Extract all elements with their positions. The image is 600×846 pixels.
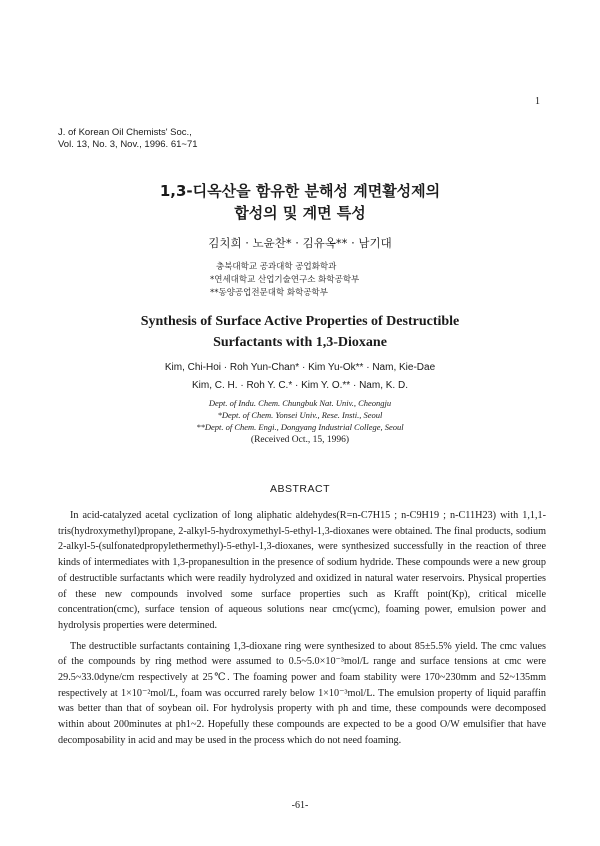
journal-line-1: J. of Korean Oil Chemists' Soc., — [58, 127, 192, 138]
english-affiliations — [0, 397, 600, 433]
english-affiliation-1: Dept. of Indu. Chem. Chungbuk Nat. Univ., Cheongju — [208, 398, 392, 408]
korean-title-line-2: 합성의 및 계면 특성 — [234, 204, 366, 222]
korean-authors: 김치희 · 노윤찬* · 김유옥** · 남기대 — [208, 236, 392, 250]
english-authors-line-1: Kim, Chi-Hoi · Roh Yun-Chan* · Kim Yu-Ok** · Nam, Kie-Dae — [164, 362, 436, 373]
journal-citation — [58, 127, 198, 151]
english-authors — [0, 359, 600, 395]
page-footer-number: -61- — [291, 800, 309, 811]
korean-affiliation-3: **동양공업전문대학 화학공학부 — [210, 288, 328, 298]
korean-title-line-1: 1,3-디옥산을 함유한 분해성 계면활성제의 — [159, 182, 441, 200]
english-authors-line-2: Kim, C. H. · Roh Y. C.* · Kim Y. O.** · Nam, K. D. — [192, 380, 408, 391]
english-affiliation-3: **Dept. of Chem. Engi., Dongyang Industrial College, Seoul — [196, 422, 404, 432]
korean-affiliation-1: 충북대학교 공과대학 공업화학과 — [216, 262, 337, 272]
abstract-body — [58, 508, 546, 754]
korean-affiliation-2: *연세대학교 산업기술연구소 화학공학부 — [210, 275, 360, 285]
english-title-line-2: Surfactants with 1,3-Dioxane — [213, 335, 387, 350]
korean-title — [0, 180, 600, 224]
abstract-paragraph-1: In acid-catalyzed acetal cyclization of long aliphatic aldehydes(R=n-C7H15 ; n-C9H19 ; n-C11H23) with 1,1,1-tris(hydroxymethyl)propane, 2-alkyl-5-hydroxymethyl-5-ethyl-1,3-dioxanes were obtained. The final products, sodium 2-alkyl-5-(sulfonatedpropylethermethyl)-5-ethyl-1,3-dioxanes, were synthesized successfully in the reaction of three kinds of intermediates with 1,3-propanesultion in the presence of sodium hydride. These compounds were a new group of destructible surfactants which were readily hydrolyzed and oxidized in natural water reservoirs. Physical properties of these new compounds involved some surface properties such as Krafft point(Kp), critical micelle concentration(cmc), surface tension of aqueous solutions near cmc(γcmc), foaming power, emulsion power and hydrolysis properties were determined. — [58, 510, 546, 631]
english-title — [0, 311, 600, 353]
received-date: (Received Oct., 15, 1996) — [250, 435, 350, 445]
english-affiliation-2: *Dept. of Chem. Yonsei Univ., Rese. Insti., Seoul — [217, 410, 383, 420]
journal-line-2: Vol. 13, No. 3, Nov., 1996. 61~71 — [58, 139, 198, 150]
english-title-line-1: Synthesis of Surface Active Properties of Destructible — [140, 314, 460, 329]
abstract-heading: ABSTRACT — [269, 483, 330, 495]
abstract-paragraph-2: The destructible surfactants containing 1,3-dioxane ring were synthesized to about 85±5.5% yield. The cmc values of the compounds by ring method were assumed to 0.5~5.0×10⁻³mol/L range and surface tensions at cmc were 29.5~33.0dyne/cm respectively at 25℃. The foaming power and foam stability were 170~230mm and 52~135mm respectively at 1×10⁻²mol/L, foam was occurred rarely below 1×10⁻³mol/L. The emulsion property of liquid paraffin was better than that of soybean oil. For hydrolysis property with ph and time, these compounds were decomposed within about 200minutes at ph1~2. Hopefully these compounds are expected to be a good O/W emulsifier that have decomposability in acid and may be used in the process which do not need foaming. — [58, 640, 546, 746]
korean-affiliations — [210, 261, 359, 300]
page-number: 1 — [535, 96, 540, 107]
